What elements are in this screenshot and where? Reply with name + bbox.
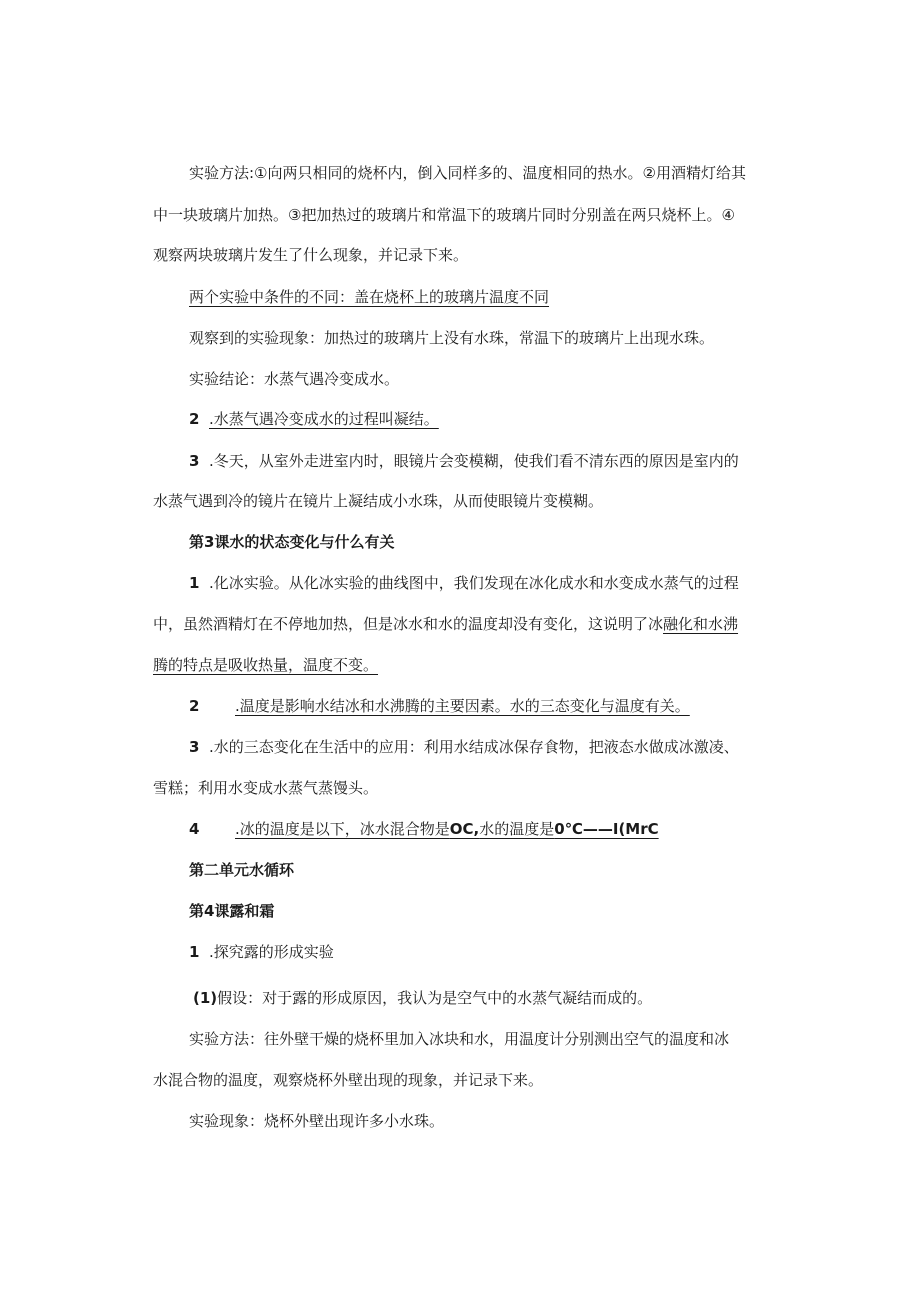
item-text: .化冰实验。从化冰实验的曲线图中，我们发现在冰化成水和水变成水蒸气的过程 xyxy=(209,574,739,592)
underlined-line: 两个实验中条件的不同：盖在烧杯上的玻璃片温度不同 xyxy=(189,288,550,306)
section-heading: 第3课水的状态变化与什么有关 xyxy=(189,533,395,551)
line-text: 中，虽然酒精灯在不停地加热，但是冰水和水的温度却没有变化，这说明了冰 xyxy=(153,615,664,633)
paragraph-line: 水蒸气遇到冷的镜片在镜片上凝结成小水珠，从而使眼镜片变模糊。 xyxy=(153,492,604,510)
item-number: 3 xyxy=(189,452,200,470)
item-text: .冬天，从室外走进室内时，眼镜片会变模糊，使我们看不清东西的原因是室内的 xyxy=(209,452,739,470)
paragraph-line: 实验现象：烧杯外壁出现许多小水珠。 xyxy=(189,1112,445,1130)
bold-value: OC, xyxy=(449,820,480,838)
paragraph-line: 观察两块玻璃片发生了什么现象，并记录下来。 xyxy=(153,246,469,264)
paragraph-line: 观察到的实验现象：加热过的玻璃片上没有水珠，常温下的玻璃片上出现水珠。 xyxy=(189,329,715,347)
numbered-item xyxy=(189,451,739,471)
item-text: .水的三态变化在生活中的应用：利用水结成冰保存食物，把液态水做成冰激凌、 xyxy=(209,738,739,756)
item-number: 1 xyxy=(189,574,200,592)
paragraph-line: 雪糕；利用水变成水蒸气蒸馒头。 xyxy=(153,779,379,797)
numbered-item xyxy=(189,819,659,839)
item-text: .水蒸气遇冷变成水的过程叫凝结。 xyxy=(209,410,439,428)
paragraph-line: 水混合物的温度，观察烧杯外壁出现的现象，并记录下来。 xyxy=(153,1071,544,1089)
paragraph-line: 实验方法：往外壁干燥的烧杯里加入冰块和水，用温度计分别测出空气的温度和冰 xyxy=(189,1030,730,1048)
bold-value: 0℃——I(MrC xyxy=(554,820,659,838)
underlined-line: 腾的特点是吸收热量，温度不变。 xyxy=(153,656,379,674)
item-text: 假设：对于露的形成原因，我认为是空气中的水蒸气凝结而成的。 xyxy=(217,989,653,1007)
numbered-item xyxy=(189,696,690,716)
item-number: 1 xyxy=(189,943,200,961)
numbered-item xyxy=(189,737,739,757)
item-text: .探究露的形成实验 xyxy=(209,943,334,961)
item-number: (1) xyxy=(193,989,218,1007)
item-text: .温度是影响水结冰和水沸腾的主要因素。水的三态变化与温度有关。 xyxy=(235,697,690,715)
lesson-heading: 第4课露和霜 xyxy=(189,902,275,920)
numbered-item xyxy=(189,942,334,962)
underlined-text: 融化和水沸 xyxy=(663,615,739,633)
item-number: 2 xyxy=(189,410,200,428)
item-text: 水的温度是 xyxy=(479,820,555,838)
item-number: 2 xyxy=(189,697,200,715)
item-text: .冰的温度是以下，冰水混合物是 xyxy=(235,820,450,838)
numbered-item xyxy=(189,409,439,429)
item-number: 4 xyxy=(189,820,200,838)
item-number: 3 xyxy=(189,738,200,756)
paragraph-line xyxy=(153,614,738,634)
numbered-item xyxy=(189,573,739,593)
numbered-item xyxy=(193,988,652,1008)
paragraph-line: 中一块玻璃片加热。③把加热过的玻璃片和常温下的玻璃片同时分别盖在两只烧杯上。④ xyxy=(153,206,735,224)
paragraph-line: 实验方法:①向两只相同的烧杯内，倒入同样多的、温度相同的热水。②用酒精灯给其 xyxy=(189,164,746,182)
paragraph-line: 实验结论：水蒸气遇冷变成水。 xyxy=(189,370,400,388)
unit-heading: 第二单元水循环 xyxy=(189,861,295,879)
